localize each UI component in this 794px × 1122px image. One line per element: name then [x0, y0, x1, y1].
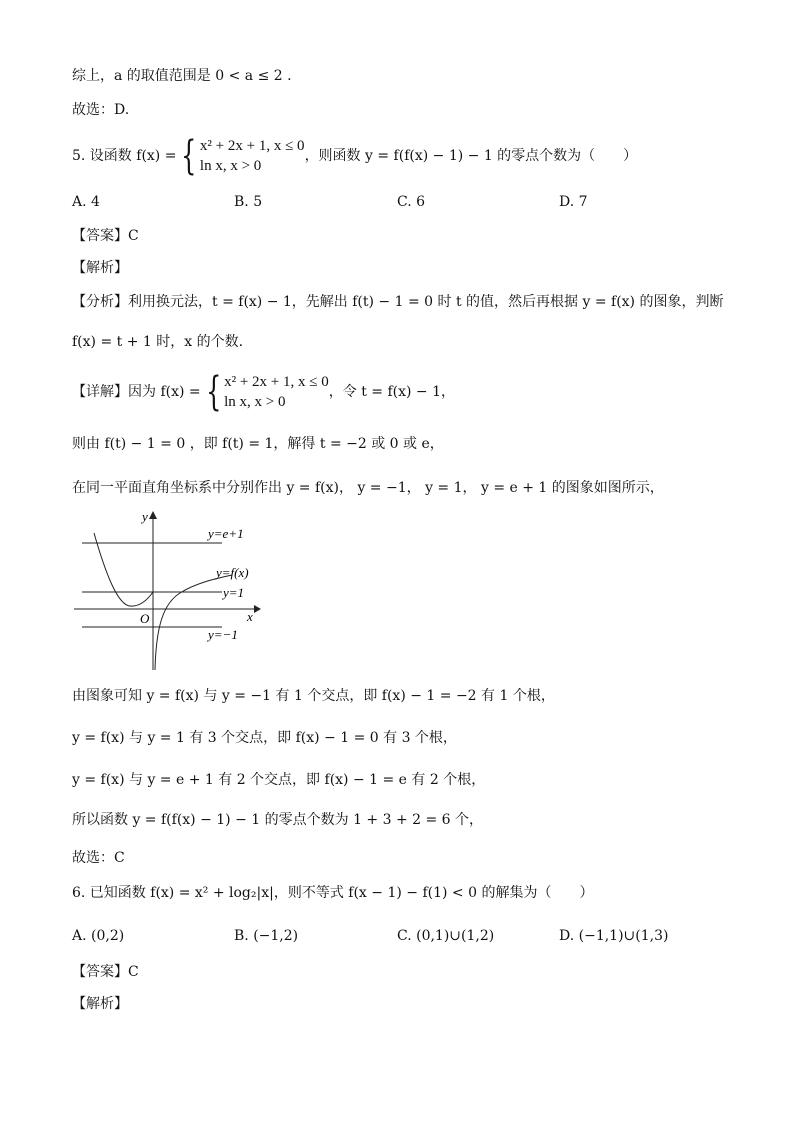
- question-5-suffix: ，则函数 y = f(f(x) − 1) − 1 的零点个数为（ ）: [304, 148, 638, 164]
- option-c[interactable]: C. 6: [397, 194, 426, 210]
- analysis-5-heading: 【解析】: [72, 260, 128, 276]
- label-y-1: y=1: [223, 585, 245, 600]
- label-e-plus-1: y=e+1: [208, 526, 244, 541]
- x-axis-arrow: [254, 605, 261, 613]
- function-graph: [72, 505, 272, 675]
- result-line-3: y = f(x) 与 y = e + 1 有 2 个交点，即 f(x) − 1 = e 有 2 个根，: [72, 772, 486, 788]
- fenxi-line-1: 【分析】利用换元法，t = f(x) − 1，先解出 f(t) − 1 = 0 时 t 的值，然后再根据 y = f(x) 的图象，判断: [72, 294, 724, 310]
- option-c-6[interactable]: C. (0,1)∪(1,2): [397, 928, 495, 944]
- origin-label: O: [140, 611, 150, 626]
- fenxi-line-2: f(x) = t + 1 时，x 的个数.: [72, 334, 244, 350]
- detail-case-2: ln x, x > 0: [224, 394, 286, 410]
- result-line-2: y = f(x) 与 y = 1 有 3 个交点，即 f(x) − 1 = 0 有 3 个根，: [72, 730, 457, 746]
- choose-c-line: 故选：C: [72, 850, 125, 866]
- solve-line: 则由 f(t) − 1 = 0 ，即 f(t) = 1，解得 t = −2 或 0 或 e，: [72, 436, 444, 452]
- y-axis-arrow: [149, 511, 157, 519]
- option-a[interactable]: A. 4: [72, 194, 100, 210]
- option-d[interactable]: D. 7: [559, 194, 588, 210]
- x-axis-label: x: [247, 609, 253, 624]
- question-5: [72, 134, 637, 178]
- option-d-6[interactable]: D. (−1,1)∪(1,3): [559, 928, 669, 944]
- parabola-curve: [94, 533, 153, 606]
- detail-case-1: x² + 2x + 1, x ≤ 0: [224, 374, 329, 390]
- result-line-4: 所以函数 y = f(f(x) − 1) − 1 的零点个数为 1 + 3 + 2 = 6 个，: [72, 812, 484, 828]
- option-b-6[interactable]: B. (−1,2): [234, 928, 299, 944]
- label-y-minus-1: y=−1: [208, 627, 238, 642]
- question-6: 6. 已知函数 f(x) = x² + log₂|x|，则不等式 f(x − 1) − f(1) < 0 的解集为（ ）: [72, 885, 594, 901]
- piecewise-case-1: x² + 2x + 1, x ≤ 0: [199, 138, 305, 154]
- detail-prefix: 【详解】因为 f(x) =: [72, 384, 201, 400]
- detail-line: [72, 370, 455, 414]
- option-b[interactable]: B. 5: [234, 194, 263, 210]
- choose-d-line: 故选：D.: [72, 102, 130, 118]
- piecewise-brace: { x² + 2x + 1, x ≤ 0 ln x, x > 0: [181, 133, 305, 179]
- detail-piecewise-brace: { x² + 2x + 1, x ≤ 0 ln x, x > 0: [205, 369, 329, 415]
- answer-5: 【答案】C: [72, 228, 139, 244]
- option-a-6[interactable]: A. (0,2): [72, 928, 125, 944]
- piecewise-case-2: ln x, x > 0: [199, 158, 262, 174]
- label-f-x: y=f(x): [216, 565, 249, 580]
- y-axis-label: y: [142, 509, 148, 524]
- ln-curve: [155, 575, 232, 670]
- answer-6: 【答案】C: [72, 964, 139, 980]
- detail-suffix: ，令 t = f(x) − 1，: [328, 384, 455, 400]
- result-line-1: 由图象可知 y = f(x) 与 y = −1 有 1 个交点，即 f(x) − 1 = −2 有 1 个根，: [72, 688, 555, 704]
- question-5-prefix: 5. 设函数 f(x) =: [72, 148, 177, 164]
- conclusion-line: 综上，a 的取值范围是 0 < a ≤ 2 .: [72, 68, 292, 84]
- analysis-6-heading: 【解析】: [72, 996, 128, 1012]
- plane-line: 在同一平面直角坐标系中分别作出 y = f(x)， y = −1， y = 1， y = e + 1 的图象如图所示，: [72, 480, 664, 496]
